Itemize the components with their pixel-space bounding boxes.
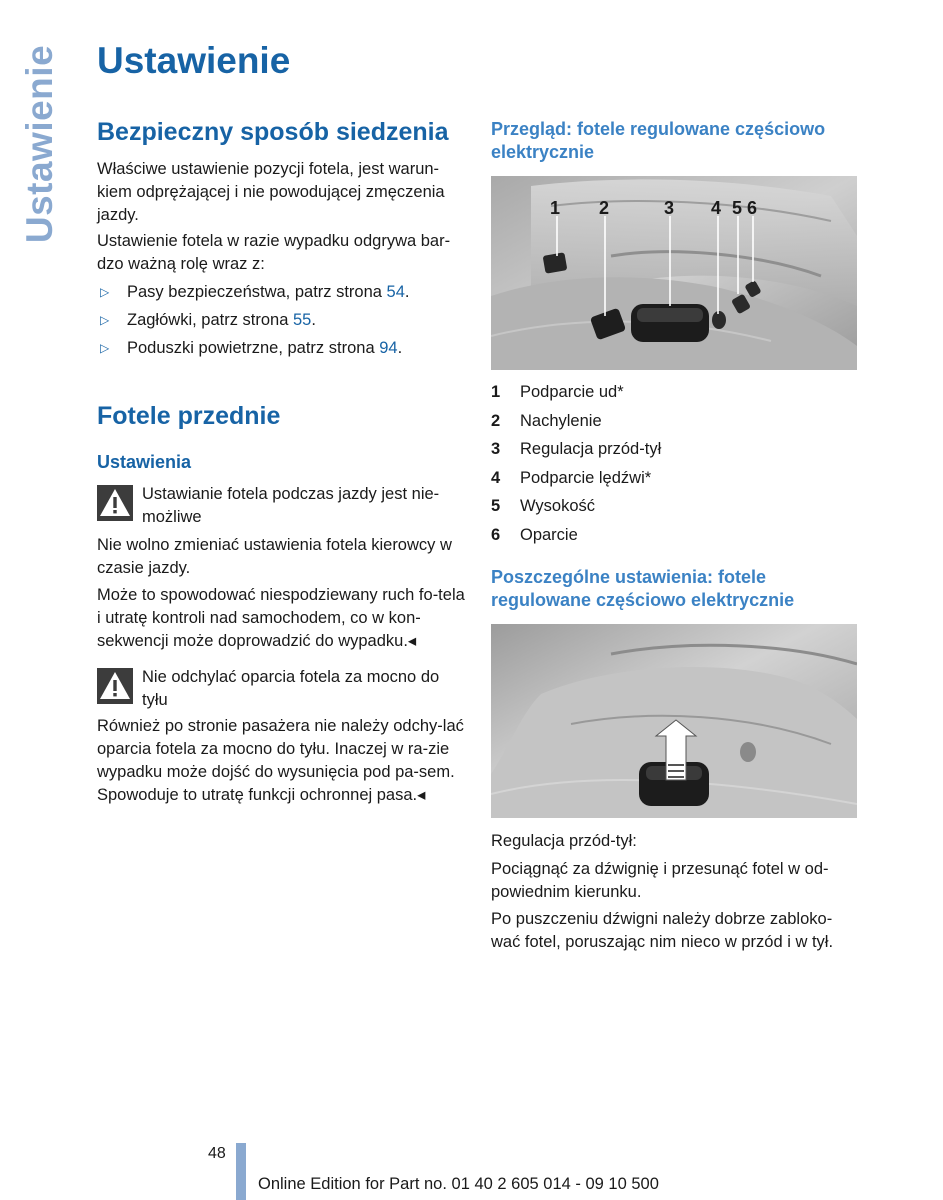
warning-1-title: Ustawianie fotela podczas jazdy jest nie-możliwe bbox=[142, 485, 440, 526]
list-item-end: . bbox=[404, 283, 410, 301]
side-tab-label: Ustawienie bbox=[19, 44, 61, 244]
callout-6: 6 bbox=[747, 198, 758, 218]
item-label: Podparcie lędźwi* bbox=[520, 468, 652, 487]
page-number: 48 bbox=[208, 1145, 226, 1162]
page-link[interactable]: 55 bbox=[292, 311, 312, 329]
item-number: 4 bbox=[491, 468, 501, 487]
list-item-text: Zagłówki, patrz strona bbox=[127, 311, 293, 329]
warning-1-paragraph-1: Nie wolno zmieniać ustawienia fotela kierowcy w czasie jazdy. bbox=[97, 536, 452, 577]
list-item bbox=[491, 378, 859, 407]
item-number: 1 bbox=[491, 383, 501, 401]
callout-1: 1 bbox=[550, 198, 561, 218]
item-label: Wysokość bbox=[520, 497, 596, 515]
side-section-tab bbox=[20, 42, 60, 246]
item-number: 2 bbox=[491, 411, 501, 430]
front-seats-heading: Fotele przednie bbox=[97, 402, 281, 430]
warning-triangle-icon bbox=[97, 485, 133, 521]
bullet-arrow-icon: ▷ bbox=[100, 341, 110, 355]
callout-5: 5 bbox=[732, 198, 743, 218]
warning-2-title: Nie odchylać oparcia fotela za mocno do tyłu bbox=[142, 668, 440, 709]
item-number: 3 bbox=[491, 440, 501, 458]
warning-block-2 bbox=[97, 666, 465, 712]
safe-seating-paragraph-1: Właściwe ustawienie pozycji fotela, jest warun-kiem odprężającej i nie powodującej zmęczenia jazdy. bbox=[97, 160, 445, 224]
bullet-arrow-icon: ▷ bbox=[100, 313, 110, 327]
page-link[interactable]: 54 bbox=[386, 283, 405, 301]
list-item-text: Pasy bezpieczeństwa, patrz strona bbox=[127, 283, 387, 301]
item-label: Nachylenie bbox=[520, 411, 602, 430]
item-number: 5 bbox=[491, 497, 501, 515]
safety-references-list bbox=[97, 281, 465, 365]
list-item bbox=[97, 337, 465, 360]
list-item bbox=[491, 492, 859, 521]
list-item bbox=[491, 407, 859, 436]
item-label: Regulacja przód-tył bbox=[520, 440, 662, 458]
warning-block-1 bbox=[97, 483, 465, 529]
list-item bbox=[491, 521, 859, 550]
item-label: Podparcie ud* bbox=[520, 383, 624, 401]
footer-accent-bar bbox=[236, 1143, 246, 1200]
fore-aft-label: Regulacja przód-tył: bbox=[491, 832, 637, 850]
list-item-text: Poduszki powietrzne, patrz strona bbox=[127, 339, 380, 357]
warning-2-paragraph: Również po stronie pasażera nie należy odchy-lać oparcia fotela za mocno do tyłu. Inaczej w ra-zie wypadku może dojść do wysunięcia pod pa-sem. Spowoduje to utratę funkcji ochronnej pasa.◂ bbox=[97, 717, 464, 804]
page-title: Ustawienie bbox=[97, 40, 291, 81]
fore-aft-paragraph-2: Po puszczeniu dźwigni należy dobrze zabloko-wać fotel, poruszając nim nieco w przód i w tył. bbox=[491, 910, 834, 951]
controls-legend-list bbox=[491, 378, 859, 549]
list-item-end: . bbox=[397, 339, 403, 357]
safe-seating-paragraph-2: Ustawienie fotela w razie wypadku odgrywa bar-dzo ważną rolę wraz z: bbox=[97, 232, 451, 273]
settings-heading: Ustawienia bbox=[97, 452, 192, 472]
fore-aft-lever-photo bbox=[491, 624, 857, 818]
page-link[interactable]: 94 bbox=[379, 339, 398, 357]
detail-settings-heading: Poszczególne ustawienia: fotele regulowane częściowo elektrycznie bbox=[491, 567, 795, 610]
seat-overview-photo bbox=[491, 176, 857, 370]
edition-footer: Online Edition for Part no. 01 40 2 605 014 - 09 10 500 bbox=[258, 1175, 659, 1193]
list-item bbox=[491, 464, 859, 493]
item-number: 6 bbox=[491, 525, 501, 544]
list-item bbox=[97, 281, 465, 304]
callout-4: 4 bbox=[711, 198, 722, 218]
warning-triangle-icon bbox=[97, 668, 133, 704]
list-item bbox=[97, 309, 465, 332]
safe-seating-heading: Bezpieczny sposób siedzenia bbox=[97, 118, 449, 146]
callout-3: 3 bbox=[664, 198, 675, 218]
list-item-end: . bbox=[311, 311, 316, 329]
list-item bbox=[491, 435, 859, 464]
fore-aft-lever-illustration bbox=[491, 624, 857, 818]
bullet-arrow-icon: ▷ bbox=[100, 285, 110, 299]
fore-aft-paragraph-1: Pociągnąć za dźwignię i przesunąć fotel w od-powiednim kierunku. bbox=[491, 860, 829, 901]
item-label: Oparcie bbox=[520, 525, 578, 544]
overview-heading: Przegląd: fotele regulowane częściowo elektrycznie bbox=[491, 119, 826, 162]
callout-2: 2 bbox=[599, 198, 610, 218]
warning-1-paragraph-2: Może to spowodować niespodziewany ruch fo-tela i utratę kontroli nad samochodem, co w kon-sekwencji może doprowadzić do wypadku.◂ bbox=[97, 586, 465, 650]
